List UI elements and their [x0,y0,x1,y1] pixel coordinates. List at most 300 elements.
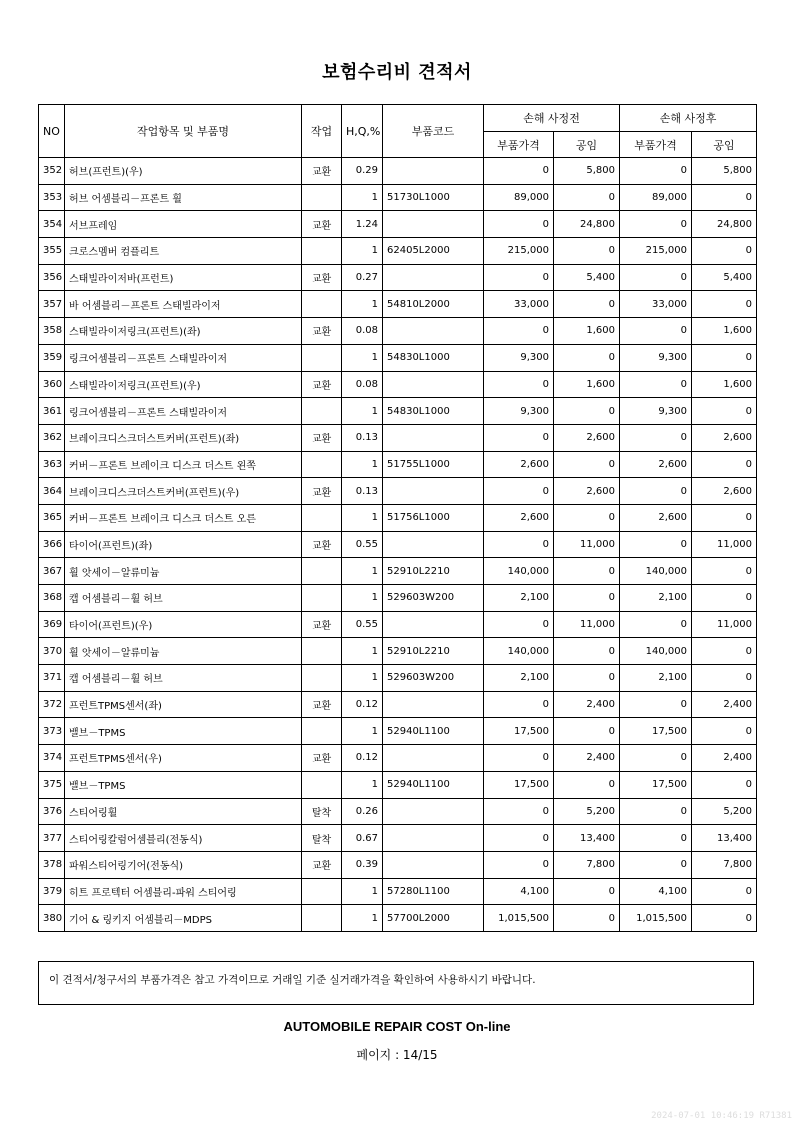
cell-item-name: 스태빌라이저링크(프런트)(우) [65,371,302,398]
cell-before-labor: 0 [554,184,620,211]
cell-item-name: 파워스티어링기어(전동식) [65,851,302,878]
cell-before-labor: 0 [554,665,620,692]
cell-before-part-price: 140,000 [484,638,554,665]
cell-no: 378 [39,851,65,878]
cell-no: 353 [39,184,65,211]
table-row [39,638,757,665]
cell-item-name: 바 어셈블리－프론트 스태빌라이저 [65,291,302,318]
cell-before-part-price: 33,000 [484,291,554,318]
cell-part-code: 54830L1000 [383,344,484,371]
cell-part-code: 51755L1000 [383,451,484,478]
cell-item-name: 밸브－TPMS [65,718,302,745]
cell-hq: 1 [342,878,383,905]
cell-hq: 0.26 [342,798,383,825]
cell-after-labor: 0 [692,291,757,318]
cell-after-part-price: 0 [620,371,692,398]
cell-part-code [383,611,484,638]
table-row [39,264,757,291]
cell-after-part-price: 0 [620,691,692,718]
cell-item-name: 서브프레임 [65,211,302,238]
cell-hq: 1 [342,291,383,318]
cell-work [302,451,342,478]
cell-after-part-price: 9,300 [620,398,692,425]
cell-item-name: 허브(프런트)(우) [65,158,302,185]
cell-item-name: 스티어링휠 [65,798,302,825]
cell-after-part-price: 9,300 [620,344,692,371]
cell-after-labor: 2,400 [692,691,757,718]
cell-after-labor: 0 [692,771,757,798]
cell-hq: 0.55 [342,611,383,638]
document-title: 보험수리비 견적서 [322,62,472,83]
cell-after-labor: 11,000 [692,611,757,638]
table-row [39,211,757,238]
cell-item-name: 휠 앗세이－알류미늄 [65,638,302,665]
cell-part-code: 52910L2210 [383,558,484,585]
cell-part-code: 51730L1000 [383,184,484,211]
cell-no: 368 [39,585,65,612]
cell-before-part-price: 2,600 [484,451,554,478]
cell-hq: 0.13 [342,424,383,451]
cell-after-labor: 13,400 [692,825,757,852]
cell-after-labor: 0 [692,451,757,478]
cell-work: 교환 [302,318,342,345]
page-indicator: 페이지 : 14/15 [356,1048,438,1062]
cell-item-name: 스태빌라이저링크(프런트)(좌) [65,318,302,345]
cell-no: 352 [39,158,65,185]
cell-item-name: 캡 어셈블리－휠 허브 [65,585,302,612]
cell-hq: 1 [342,718,383,745]
cell-work: 교환 [302,851,342,878]
cell-work: 교환 [302,371,342,398]
cell-hq: 0.08 [342,318,383,345]
cell-before-labor: 5,400 [554,264,620,291]
cell-work [302,398,342,425]
cell-after-part-price: 140,000 [620,558,692,585]
cell-item-name: 히트 프로텍터 어셈블리-파워 스티어링 [65,878,302,905]
cell-item-name: 링크어셈블리－프론트 스태빌라이저 [65,344,302,371]
cell-work: 교환 [302,424,342,451]
cell-no: 369 [39,611,65,638]
cell-before-labor: 0 [554,878,620,905]
cell-no: 362 [39,424,65,451]
table-row [39,771,757,798]
cell-before-part-price: 9,300 [484,344,554,371]
cell-item-name: 타이어(프런트)(좌) [65,531,302,558]
cell-part-code: 62405L2000 [383,238,484,265]
cell-before-labor: 0 [554,558,620,585]
cell-item-name: 밸브－TPMS [65,771,302,798]
table-row [39,665,757,692]
table-row [39,798,757,825]
cell-after-labor: 0 [692,905,757,932]
cell-hq: 0.39 [342,851,383,878]
cell-after-labor: 0 [692,344,757,371]
cell-before-labor: 5,200 [554,798,620,825]
cell-item-name: 프런트TPMS센서(좌) [65,691,302,718]
cell-before-labor: 11,000 [554,611,620,638]
cell-before-part-price: 0 [484,424,554,451]
cell-before-part-price: 2,600 [484,504,554,531]
cell-part-code: 52940L1100 [383,718,484,745]
cell-after-part-price: 4,100 [620,878,692,905]
table-row [39,905,757,932]
cell-before-labor: 0 [554,905,620,932]
cell-before-part-price: 0 [484,745,554,772]
cell-hq: 1.24 [342,211,383,238]
cell-part-code [383,211,484,238]
cell-after-labor: 0 [692,585,757,612]
cell-before-labor: 0 [554,638,620,665]
cell-no: 375 [39,771,65,798]
cell-part-code [383,691,484,718]
table-row [39,611,757,638]
table-row [39,291,757,318]
table-row [39,718,757,745]
cell-no: 380 [39,905,65,932]
cell-hq: 1 [342,585,383,612]
cell-hq: 1 [342,665,383,692]
cell-before-part-price: 0 [484,531,554,558]
header-after: 손해 사정후 [620,105,757,132]
cell-item-name: 커버－프론트 브레이크 디스크 더스트 오른 [65,504,302,531]
cell-before-part-price: 215,000 [484,238,554,265]
table-row [39,585,757,612]
cell-hq: 1 [342,344,383,371]
cell-work: 교환 [302,745,342,772]
table-row [39,371,757,398]
cell-before-part-price: 0 [484,691,554,718]
cell-no: 376 [39,798,65,825]
table-row [39,825,757,852]
cell-item-name: 타이어(프런트)(우) [65,611,302,638]
cell-no: 373 [39,718,65,745]
cell-before-part-price: 17,500 [484,771,554,798]
cell-after-part-price: 0 [620,851,692,878]
header-after-part-price: 부품가격 [620,132,692,158]
cell-no: 358 [39,318,65,345]
cell-before-labor: 0 [554,771,620,798]
cell-hq: 0.12 [342,691,383,718]
cell-before-part-price: 89,000 [484,184,554,211]
cell-before-part-price: 0 [484,478,554,505]
cell-part-code: 54810L2000 [383,291,484,318]
cell-before-part-price: 0 [484,158,554,185]
cell-after-labor: 5,400 [692,264,757,291]
table-row [39,424,757,451]
table-row [39,238,757,265]
cell-no: 372 [39,691,65,718]
table-row [39,851,757,878]
cell-work [302,291,342,318]
cell-item-name: 허브 어셈블리－프론트 휠 [65,184,302,211]
table-row [39,478,757,505]
cell-work: 교환 [302,158,342,185]
cell-work [302,344,342,371]
header-code: 부품코드 [383,105,484,158]
cell-work: 교환 [302,264,342,291]
cell-part-code [383,318,484,345]
cell-item-name: 스태빌라이저바(프런트) [65,264,302,291]
cell-hq: 0.55 [342,531,383,558]
cell-after-labor: 24,800 [692,211,757,238]
notice-box [38,961,754,1005]
cell-before-part-price: 0 [484,611,554,638]
cell-part-code: 52910L2210 [383,638,484,665]
cell-work [302,771,342,798]
cell-hq: 0.13 [342,478,383,505]
cell-part-code: 529603W200 [383,585,484,612]
cell-before-part-price: 140,000 [484,558,554,585]
cell-after-part-price: 1,015,500 [620,905,692,932]
cell-work: 탈착 [302,798,342,825]
table-row [39,691,757,718]
cell-after-labor: 1,600 [692,318,757,345]
cell-hq: 1 [342,638,383,665]
cell-work [302,878,342,905]
cell-before-labor: 5,800 [554,158,620,185]
cell-before-labor: 7,800 [554,851,620,878]
cell-after-labor: 0 [692,638,757,665]
cell-after-labor: 0 [692,238,757,265]
cell-before-part-price: 0 [484,851,554,878]
header-work: 작업 [302,105,342,158]
cell-before-labor: 0 [554,398,620,425]
header-before: 손해 사정전 [484,105,620,132]
cell-after-part-price: 0 [620,611,692,638]
cell-no: 356 [39,264,65,291]
cell-item-name: 커버－프론트 브레이크 디스크 더스트 왼쪽 [65,451,302,478]
cell-before-labor: 0 [554,291,620,318]
table-row [39,344,757,371]
estimate-table [38,104,757,932]
cell-before-labor: 0 [554,585,620,612]
cell-work [302,665,342,692]
table-row [39,531,757,558]
cell-no: 365 [39,504,65,531]
cell-before-labor: 1,600 [554,371,620,398]
cell-work [302,558,342,585]
cell-no: 360 [39,371,65,398]
table-row [39,398,757,425]
cell-before-part-price: 2,100 [484,665,554,692]
cell-work [302,585,342,612]
table-row [39,558,757,585]
cell-after-labor: 0 [692,878,757,905]
cell-hq: 0.12 [342,745,383,772]
cell-work: 교환 [302,478,342,505]
cell-item-name: 링크어셈블리－프론트 스태빌라이저 [65,398,302,425]
cell-part-code [383,798,484,825]
cell-item-name: 프런트TPMS센서(우) [65,745,302,772]
cell-before-labor: 2,400 [554,691,620,718]
cell-before-labor: 24,800 [554,211,620,238]
cell-after-part-price: 0 [620,798,692,825]
cell-part-code [383,264,484,291]
header-hq: H,Q,% [342,105,383,158]
cell-part-code [383,745,484,772]
header-no: NO [39,105,65,158]
cell-part-code [383,531,484,558]
cell-after-labor: 0 [692,398,757,425]
cell-after-part-price: 2,600 [620,451,692,478]
cell-hq: 1 [342,184,383,211]
cell-before-labor: 2,600 [554,424,620,451]
cell-no: 371 [39,665,65,692]
cell-before-part-price: 17,500 [484,718,554,745]
cell-hq: 1 [342,451,383,478]
cell-work: 교환 [302,211,342,238]
cell-hq: 0.29 [342,158,383,185]
cell-after-part-price: 2,100 [620,585,692,612]
cell-item-name: 브레이크디스크더스트커버(프런트)(우) [65,478,302,505]
cell-hq: 1 [342,238,383,265]
cell-before-labor: 1,600 [554,318,620,345]
cell-part-code [383,424,484,451]
cell-no: 357 [39,291,65,318]
cell-no: 355 [39,238,65,265]
table-row [39,158,757,185]
cell-no: 377 [39,825,65,852]
cell-work: 교환 [302,691,342,718]
cell-after-part-price: 0 [620,531,692,558]
cell-no: 366 [39,531,65,558]
cell-after-part-price: 0 [620,424,692,451]
cell-after-labor: 0 [692,665,757,692]
cell-part-code [383,478,484,505]
cell-hq: 0.27 [342,264,383,291]
cell-before-part-price: 0 [484,211,554,238]
cell-after-part-price: 0 [620,211,692,238]
cell-part-code [383,158,484,185]
header-after-labor: 공임 [692,132,757,158]
header-before-part-price: 부품가격 [484,132,554,158]
cell-before-labor: 0 [554,504,620,531]
cell-before-part-price: 2,100 [484,585,554,612]
cell-part-code [383,371,484,398]
cell-hq: 0.67 [342,825,383,852]
cell-after-part-price: 0 [620,318,692,345]
cell-after-labor: 2,400 [692,745,757,772]
cell-work: 교환 [302,611,342,638]
cell-no: 367 [39,558,65,585]
cell-item-name: 스티어링칼럼어셈블리(전동식) [65,825,302,852]
cell-before-part-price: 0 [484,318,554,345]
cell-after-part-price: 17,500 [620,771,692,798]
cell-before-part-price: 0 [484,264,554,291]
cell-before-part-price: 1,015,500 [484,905,554,932]
cell-part-code [383,851,484,878]
cell-after-labor: 0 [692,184,757,211]
cell-before-part-price: 4,100 [484,878,554,905]
cell-after-part-price: 140,000 [620,638,692,665]
cell-work [302,905,342,932]
cell-before-labor: 0 [554,451,620,478]
cell-hq: 1 [342,504,383,531]
cell-no: 374 [39,745,65,772]
cell-after-part-price: 0 [620,158,692,185]
cell-work [302,504,342,531]
cell-before-part-price: 0 [484,371,554,398]
cell-before-part-price: 0 [484,825,554,852]
cell-no: 370 [39,638,65,665]
cell-no: 379 [39,878,65,905]
cell-before-labor: 2,600 [554,478,620,505]
cell-after-part-price: 2,600 [620,504,692,531]
cell-after-labor: 2,600 [692,478,757,505]
cell-before-part-price: 0 [484,798,554,825]
cell-after-part-price: 0 [620,478,692,505]
table-row [39,318,757,345]
cell-item-name: 브레이크디스크더스트커버(프런트)(좌) [65,424,302,451]
cell-item-name: 크로스멤버 컴플리트 [65,238,302,265]
table-row [39,745,757,772]
cell-before-labor: 0 [554,238,620,265]
cell-after-part-price: 33,000 [620,291,692,318]
cell-after-part-price: 215,000 [620,238,692,265]
cell-part-code: 51756L1000 [383,504,484,531]
cell-before-labor: 0 [554,344,620,371]
cell-before-part-price: 9,300 [484,398,554,425]
cell-after-labor: 0 [692,718,757,745]
cell-after-part-price: 89,000 [620,184,692,211]
cell-no: 354 [39,211,65,238]
notice-text: 이 견적서/청구서의 부품가격은 참고 가격이므로 거래일 기준 실거래가격을 확인하여 사용하시기 바랍니다. [49,974,536,986]
cell-after-labor: 11,000 [692,531,757,558]
cell-after-labor: 7,800 [692,851,757,878]
cell-before-labor: 2,400 [554,745,620,772]
cell-after-part-price: 2,100 [620,665,692,692]
table-row [39,878,757,905]
cell-hq: 1 [342,771,383,798]
header-before-labor: 공임 [554,132,620,158]
cell-after-labor: 1,600 [692,371,757,398]
cell-item-name: 캡 어셈블리－휠 허브 [65,665,302,692]
cell-after-labor: 2,600 [692,424,757,451]
footer-brand: AUTOMOBILE REPAIR COST On-line [283,1019,511,1034]
cell-no: 363 [39,451,65,478]
cell-work [302,718,342,745]
cell-part-code: 529603W200 [383,665,484,692]
cell-item-name: 기어 & 링키지 어셈블리－MDPS [65,905,302,932]
cell-work [302,638,342,665]
cell-after-labor: 0 [692,558,757,585]
cell-no: 359 [39,344,65,371]
cell-part-code: 57280L1100 [383,878,484,905]
table-row [39,184,757,211]
estimate-rows [39,158,757,932]
timestamp-stamp: 2024-07-01 10:46:19 R71381 [651,1111,792,1121]
cell-no: 361 [39,398,65,425]
table-row [39,504,757,531]
cell-hq: 1 [342,558,383,585]
cell-no: 364 [39,478,65,505]
cell-after-part-price: 0 [620,264,692,291]
cell-item-name: 휠 앗세이－알류미늄 [65,558,302,585]
cell-work [302,184,342,211]
cell-after-labor: 5,200 [692,798,757,825]
cell-part-code: 52940L1100 [383,771,484,798]
cell-before-labor: 13,400 [554,825,620,852]
cell-after-part-price: 0 [620,745,692,772]
cell-after-labor: 0 [692,504,757,531]
cell-hq: 0.08 [342,371,383,398]
cell-part-code [383,825,484,852]
table-row [39,451,757,478]
cell-after-labor: 5,800 [692,158,757,185]
cell-hq: 1 [342,905,383,932]
cell-before-labor: 11,000 [554,531,620,558]
cell-after-part-price: 0 [620,825,692,852]
